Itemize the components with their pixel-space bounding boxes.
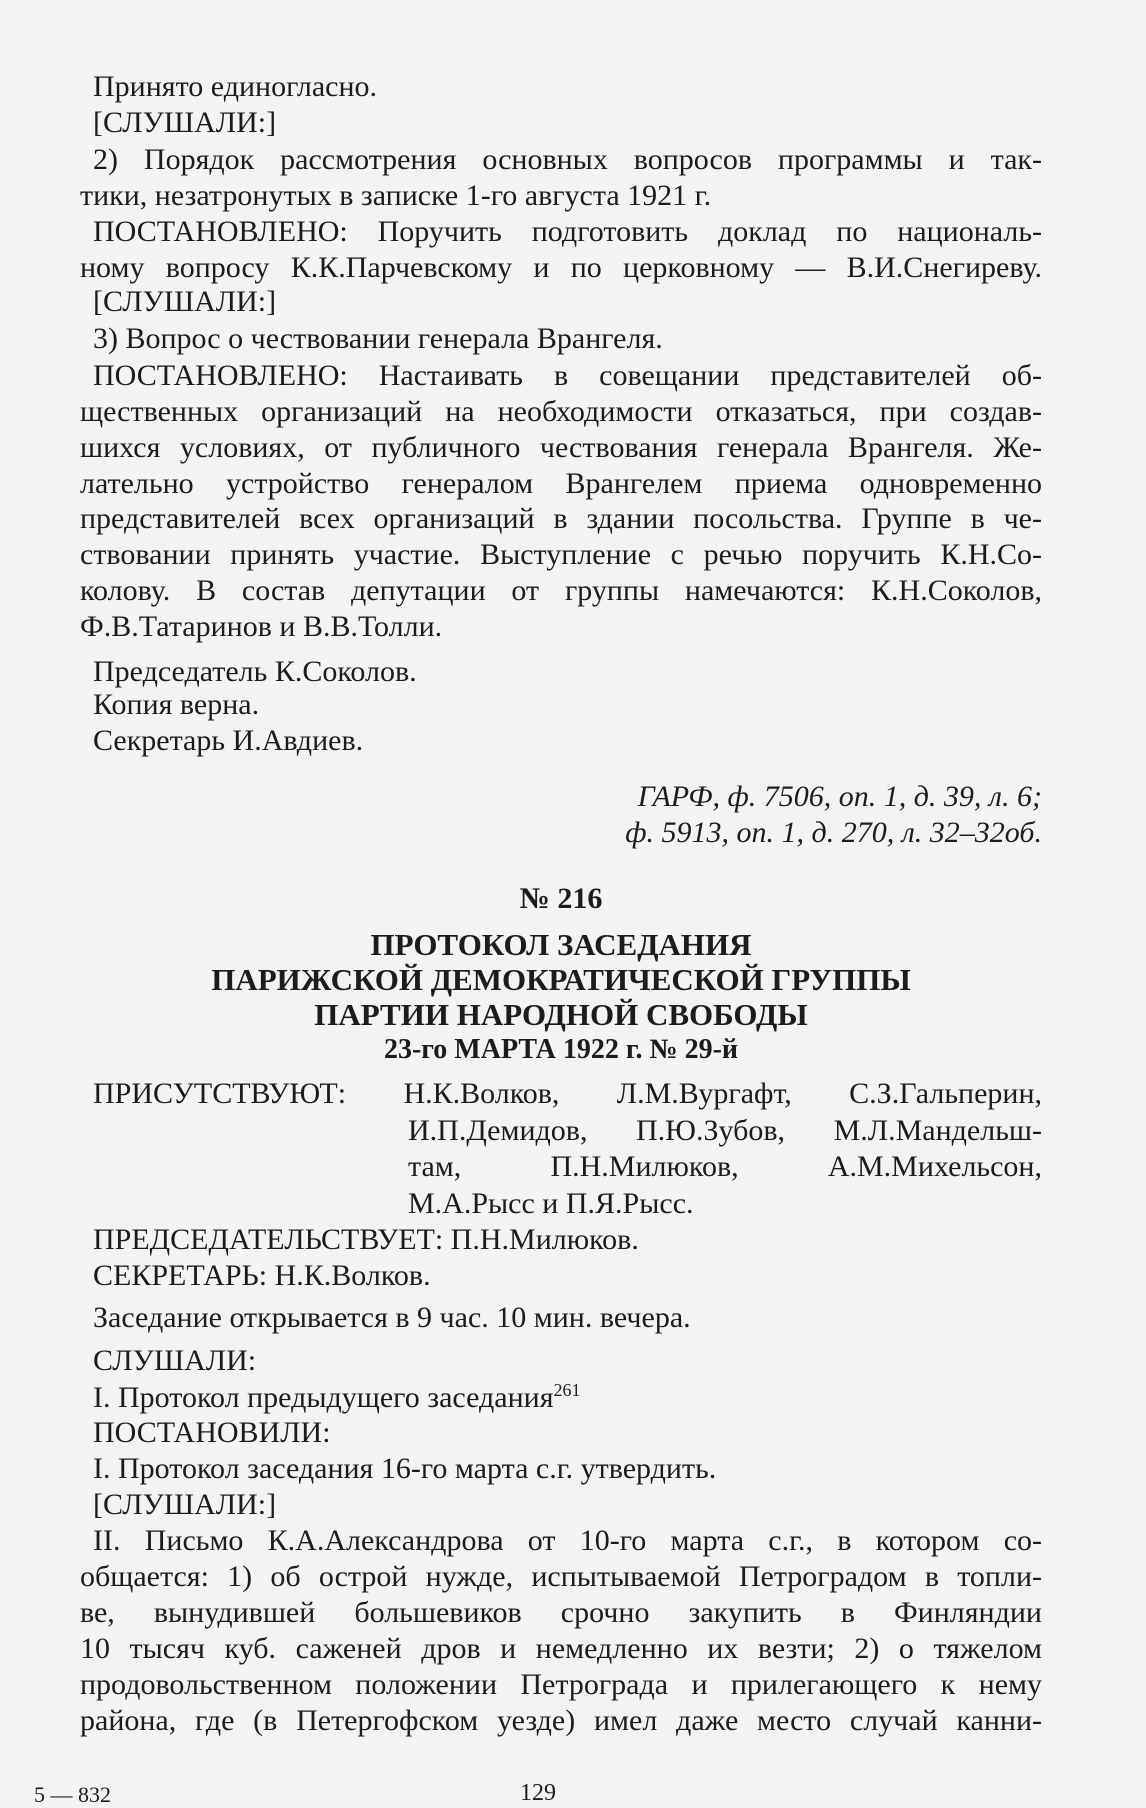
text-line: шихся условиях, от публичного чествования генерала Врангеля. Же- <box>80 431 1042 464</box>
page-number: 129 <box>520 1780 556 1806</box>
text-line: II. Письмо К.А.Александрова от 10-го марта с.г., в котором со- <box>93 1524 1042 1557</box>
text-line: Ф.В.Татаринов и В.В.Толли. <box>80 610 443 643</box>
chair-line: ПРЕДСЕДАТЕЛЬСТВУЕТ: П.Н.Милюков. <box>93 1223 639 1256</box>
text-line: лательно устройство генералом Врангелем приема одновременно <box>80 467 1042 500</box>
text-line: СЛУШАЛИ: <box>93 1344 257 1377</box>
text: I. Протокол предыдущего заседания <box>93 1381 554 1414</box>
text-line: тики, незатронутых в записке 1-го августа 1921 г. <box>80 179 712 212</box>
text-line: I. Протокол заседания 16-го марта с.г. утвердить. <box>93 1452 717 1485</box>
attendees-line: И.П.Демидов, П.Ю.Зубов, М.Л.Мандельш- <box>408 1114 1042 1147</box>
text-line: ному вопросу К.К.Парчевскому и по церковному — В.И.Снегиреву. <box>80 251 1042 284</box>
chairman-signature: Председатель К.Соколов. <box>93 655 417 688</box>
text-line: 3) Вопрос о чествовании генерала Врангеля. <box>93 322 663 355</box>
text-line: [СЛУШАЛИ:] <box>93 1488 277 1521</box>
secretary-line: СЕКРЕТАРЬ: Н.К.Волков. <box>93 1259 431 1292</box>
text-line: представителей всех организаций в здании посольства. Группе в че- <box>80 502 1042 535</box>
document-date: 23-го МАРТА 1922 г. № 29-й <box>383 1034 739 1065</box>
text-line: продовольственном положении Петрограда и прилегающего к нему <box>80 1668 1042 1701</box>
text-line: колову. В состав депутации от группы намечаются: К.Н.Соколов, <box>80 574 1042 607</box>
print-signature: 5 — 832 <box>34 1782 111 1807</box>
text-line: района, где (в Петергофском уезде) имел даже место случай канни- <box>80 1704 1042 1737</box>
text-line <box>93 1380 1042 1416</box>
document-title: ПАРИЖСКОЙ ДЕМОКРАТИЧЕСКОЙ ГРУППЫ <box>211 962 911 997</box>
text-line: ПОСТАНОВЛЕНО: Настаивать в совещании представителей об- <box>93 359 1042 392</box>
archive-reference: ГАРФ, ф. 7506, оп. 1, д. 39, л. 6; <box>637 780 1042 813</box>
text-line: ПОСТАНОВИЛИ: <box>93 1416 331 1449</box>
text-line: щественных организаций на необходимости отказаться, при создав- <box>80 395 1042 428</box>
text-line: ствовании принять участие. Выступление с речью поручить К.Н.Со- <box>80 538 1042 571</box>
footnote-ref: 261 <box>553 1380 581 1400</box>
text-line: 2) Порядок рассмотрения основных вопросов программы и так- <box>93 143 1042 176</box>
copy-certified: Копия верна. <box>93 688 260 721</box>
text-line: ПОСТАНОВЛЕНО: Поручить подготовить доклад по националь- <box>93 215 1042 248</box>
document-title: ПАРТИИ НАРОДНОЙ СВОБОДЫ <box>314 997 808 1032</box>
attendees-line: М.А.Рысс и П.Я.Рысс. <box>408 1187 694 1220</box>
attendees-line: ПРИСУТСТВУЮТ: Н.К.Волков, Л.М.Вургафт, С.З.Гальперин, <box>93 1077 1042 1110</box>
attendees-line: там, П.Н.Милюков, А.М.Михельсон, <box>408 1150 1042 1183</box>
text-line: [СЛУШАЛИ:] <box>93 285 277 318</box>
archive-reference: ф. 5913, оп. 1, д. 270, л. 32–32об. <box>625 816 1042 849</box>
text-line: Принято единогласно. <box>93 70 378 103</box>
document-number: № 216 <box>519 882 603 915</box>
text-line: 10 тысяч куб. саженей дров и немедленно их везти; 2) о тяжелом <box>80 1632 1042 1665</box>
text-line: ве, вынудившей большевиков срочно закупить в Финляндии <box>80 1596 1042 1629</box>
text-line: Заседание открывается в 9 час. 10 мин. вечера. <box>93 1301 691 1334</box>
document-title: ПРОТОКОЛ ЗАСЕДАНИЯ <box>370 927 752 962</box>
text-line: [СЛУШАЛИ:] <box>93 106 277 139</box>
text-line: общается: 1) об острой нужде, испытываемой Петроградом в топли- <box>80 1560 1042 1593</box>
secretary-signature: Секретарь И.Авдиев. <box>93 724 364 757</box>
